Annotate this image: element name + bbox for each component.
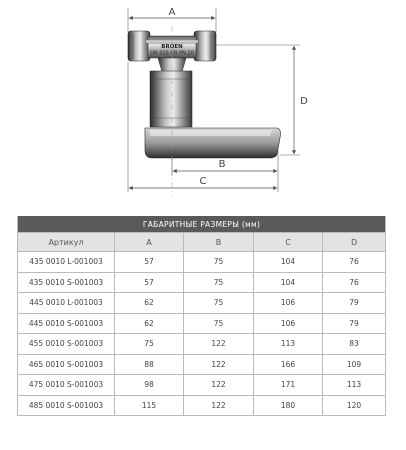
table-title: ГАБАРИТНЫЕ РАЗМЕРЫ (мм)	[18, 216, 386, 233]
cell-sku: 465 0010 S-001003	[18, 354, 115, 375]
cell-b: 75	[184, 293, 254, 314]
cell-d: 113	[323, 375, 386, 396]
cell-sku: 475 0010 S-001003	[18, 375, 115, 396]
cell-d: 120	[323, 395, 386, 416]
cell-a: 62	[115, 293, 184, 314]
table-body	[18, 252, 386, 416]
valve-spec-text: DN 015 CR PN 20	[150, 50, 194, 57]
technical-drawing	[0, 0, 406, 205]
table-row	[18, 395, 386, 416]
cell-d: 79	[323, 313, 386, 334]
table-row	[18, 272, 386, 293]
cell-a: 75	[115, 334, 184, 355]
table-row	[18, 334, 386, 355]
cell-sku: 445 0010 S-001003	[18, 313, 115, 334]
valve-handle	[145, 128, 281, 158]
valve-brand-text: BROEN	[161, 44, 183, 50]
cell-b: 122	[184, 375, 254, 396]
cell-b: 75	[184, 252, 254, 273]
dimension-d-label: D	[300, 96, 308, 107]
cell-c: 106	[254, 293, 323, 314]
cell-c: 180	[254, 395, 323, 416]
cell-c: 106	[254, 313, 323, 334]
cell-c: 104	[254, 252, 323, 273]
table-header-row	[18, 233, 386, 252]
table-row	[18, 354, 386, 375]
cell-sku: 455 0010 S-001003	[18, 334, 115, 355]
dimension-c-label: C	[199, 176, 207, 187]
cell-a: 62	[115, 313, 184, 334]
cell-b: 122	[184, 334, 254, 355]
table-row	[18, 293, 386, 314]
cell-a: 98	[115, 375, 184, 396]
table-row	[18, 375, 386, 396]
column-header-b: B	[184, 233, 254, 252]
dimension-b-label: B	[218, 159, 226, 170]
cell-b: 122	[184, 395, 254, 416]
cell-c: 171	[254, 375, 323, 396]
cell-a: 88	[115, 354, 184, 375]
valve-stem	[150, 71, 192, 127]
table-row	[18, 252, 386, 273]
cell-a: 57	[115, 272, 184, 293]
cell-c: 166	[254, 354, 323, 375]
dimension-a-label: A	[168, 7, 176, 18]
cell-b: 75	[184, 313, 254, 334]
cell-d: 79	[323, 293, 386, 314]
cell-b: 75	[184, 272, 254, 293]
cell-d: 83	[323, 334, 386, 355]
cell-d: 76	[323, 272, 386, 293]
cell-a: 57	[115, 252, 184, 273]
cell-c: 104	[254, 272, 323, 293]
cell-d: 109	[323, 354, 386, 375]
column-header-c: C	[254, 233, 323, 252]
cell-sku: 435 0010 L-001003	[18, 252, 115, 273]
column-header-d: D	[323, 233, 386, 252]
cell-b: 122	[184, 354, 254, 375]
cell-d: 76	[323, 252, 386, 273]
dimensions-table	[17, 216, 386, 416]
cell-sku: 445 0010 L-001003	[18, 293, 115, 314]
cell-sku: 435 0010 S-001003	[18, 272, 115, 293]
cell-sku: 485 0010 S-001003	[18, 395, 115, 416]
column-header-a: A	[115, 233, 184, 252]
column-header-sku: Артикул	[18, 233, 115, 252]
cell-a: 115	[115, 395, 184, 416]
table-row	[18, 313, 386, 334]
cell-c: 113	[254, 334, 323, 355]
